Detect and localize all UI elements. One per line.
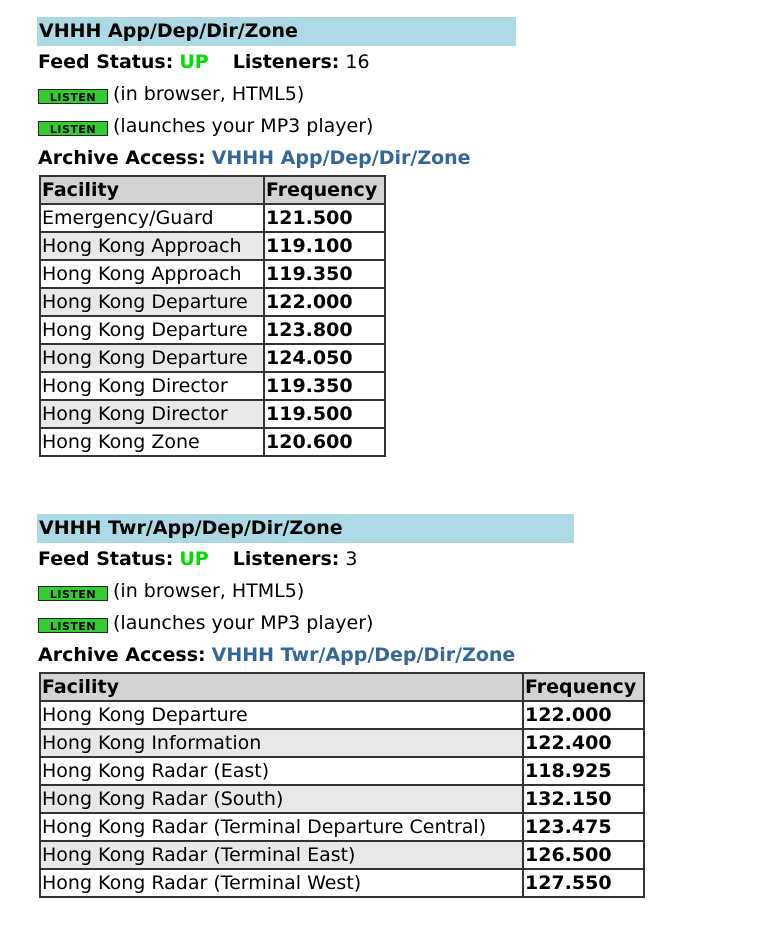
listeners-label: Listeners: bbox=[232, 548, 340, 570]
table-row bbox=[40, 428, 385, 456]
facility-cell: Hong Kong Information bbox=[40, 729, 523, 757]
table-row bbox=[40, 232, 385, 260]
facility-cell: Hong Kong Departure bbox=[40, 288, 264, 316]
archive-line bbox=[37, 142, 516, 174]
frequency-cell: 119.350 bbox=[264, 260, 385, 288]
frequency-cell: 119.500 bbox=[264, 400, 385, 428]
listen-mp3-button[interactable]: LISTEN bbox=[38, 121, 108, 136]
archive-link[interactable]: VHHH App/Dep/Dir/Zone bbox=[211, 147, 471, 169]
facility-cell: Hong Kong Zone bbox=[40, 428, 264, 456]
facility-cell: Hong Kong Approach bbox=[40, 260, 264, 288]
table-row bbox=[40, 260, 385, 288]
frequency-table bbox=[39, 175, 386, 457]
facility-cell: Hong Kong Radar (Terminal West) bbox=[40, 869, 523, 897]
facility-cell: Hong Kong Approach bbox=[40, 232, 264, 260]
frequency-cell: 121.500 bbox=[264, 204, 385, 232]
table-row bbox=[40, 288, 385, 316]
listeners-count: 16 bbox=[345, 51, 370, 73]
facility-cell: Hong Kong Departure bbox=[40, 316, 264, 344]
facility-cell: Hong Kong Departure bbox=[40, 701, 523, 729]
table-row bbox=[40, 757, 644, 785]
feed-status-label: Feed Status: bbox=[38, 51, 174, 73]
facility-cell: Hong Kong Radar (South) bbox=[40, 785, 523, 813]
frequency-cell: 122.000 bbox=[523, 701, 644, 729]
feed-status-line bbox=[37, 543, 645, 575]
table-row bbox=[40, 344, 385, 372]
listen-browser-button[interactable]: LISTEN bbox=[38, 89, 108, 104]
table-row bbox=[40, 701, 644, 729]
frequency-cell: 119.100 bbox=[264, 232, 385, 260]
listen-browser-button[interactable]: LISTEN bbox=[38, 586, 108, 601]
archive-label: Archive Access: bbox=[38, 644, 206, 666]
frequency-cell: 126.500 bbox=[523, 841, 644, 869]
listen-browser-note: (in browser, HTML5) bbox=[113, 580, 305, 602]
facility-cell: Emergency/Guard bbox=[40, 204, 264, 232]
listen-mp3-line bbox=[37, 607, 645, 639]
feed-status-value: UP bbox=[179, 548, 209, 570]
archive-label: Archive Access: bbox=[38, 147, 206, 169]
frequency-cell: 120.600 bbox=[264, 428, 385, 456]
listen-mp3-button[interactable]: LISTEN bbox=[38, 618, 108, 633]
column-header-facility: Facility bbox=[40, 176, 264, 204]
feed-block bbox=[37, 17, 516, 457]
frequency-cell: 127.550 bbox=[523, 869, 644, 897]
table-header-row bbox=[40, 673, 644, 701]
table-row bbox=[40, 204, 385, 232]
table-header-row bbox=[40, 176, 385, 204]
frequency-cell: 122.400 bbox=[523, 729, 644, 757]
column-header-facility: Facility bbox=[40, 673, 523, 701]
facility-cell: Hong Kong Director bbox=[40, 372, 264, 400]
listen-browser-line bbox=[37, 575, 645, 607]
feed-block bbox=[37, 514, 645, 898]
frequency-cell: 123.475 bbox=[523, 813, 644, 841]
table-row bbox=[40, 785, 644, 813]
frequency-cell: 119.350 bbox=[264, 372, 385, 400]
column-header-frequency: Frequency bbox=[523, 673, 644, 701]
table-row bbox=[40, 316, 385, 344]
table-row bbox=[40, 869, 644, 897]
frequency-cell: 124.050 bbox=[264, 344, 385, 372]
feed-title: VHHH App/Dep/Dir/Zone bbox=[37, 17, 516, 46]
feed-status-value: UP bbox=[179, 51, 209, 73]
facility-cell: Hong Kong Director bbox=[40, 400, 264, 428]
table-row bbox=[40, 841, 644, 869]
listen-browser-note: (in browser, HTML5) bbox=[113, 83, 305, 105]
listen-browser-line bbox=[37, 78, 516, 110]
column-header-frequency: Frequency bbox=[264, 176, 385, 204]
facility-cell: Hong Kong Radar (Terminal Departure Central) bbox=[40, 813, 523, 841]
table-row bbox=[40, 813, 644, 841]
listen-mp3-note: (launches your MP3 player) bbox=[113, 612, 374, 634]
listeners-count: 3 bbox=[345, 548, 358, 570]
facility-cell: Hong Kong Radar (Terminal East) bbox=[40, 841, 523, 869]
table-row bbox=[40, 372, 385, 400]
table-row bbox=[40, 400, 385, 428]
frequency-cell: 123.800 bbox=[264, 316, 385, 344]
listen-mp3-line bbox=[37, 110, 516, 142]
feed-title: VHHH Twr/App/Dep/Dir/Zone bbox=[37, 514, 574, 543]
facility-cell: Hong Kong Departure bbox=[40, 344, 264, 372]
archive-link[interactable]: VHHH Twr/App/Dep/Dir/Zone bbox=[211, 644, 516, 666]
archive-line bbox=[37, 639, 645, 671]
frequency-cell: 122.000 bbox=[264, 288, 385, 316]
feed-status-line bbox=[37, 46, 516, 78]
frequency-cell: 118.925 bbox=[523, 757, 644, 785]
facility-cell: Hong Kong Radar (East) bbox=[40, 757, 523, 785]
table-row bbox=[40, 729, 644, 757]
listeners-label: Listeners: bbox=[232, 51, 340, 73]
frequency-cell: 132.150 bbox=[523, 785, 644, 813]
feed-status-label: Feed Status: bbox=[38, 548, 174, 570]
listen-mp3-note: (launches your MP3 player) bbox=[113, 115, 374, 137]
frequency-table bbox=[39, 672, 645, 898]
